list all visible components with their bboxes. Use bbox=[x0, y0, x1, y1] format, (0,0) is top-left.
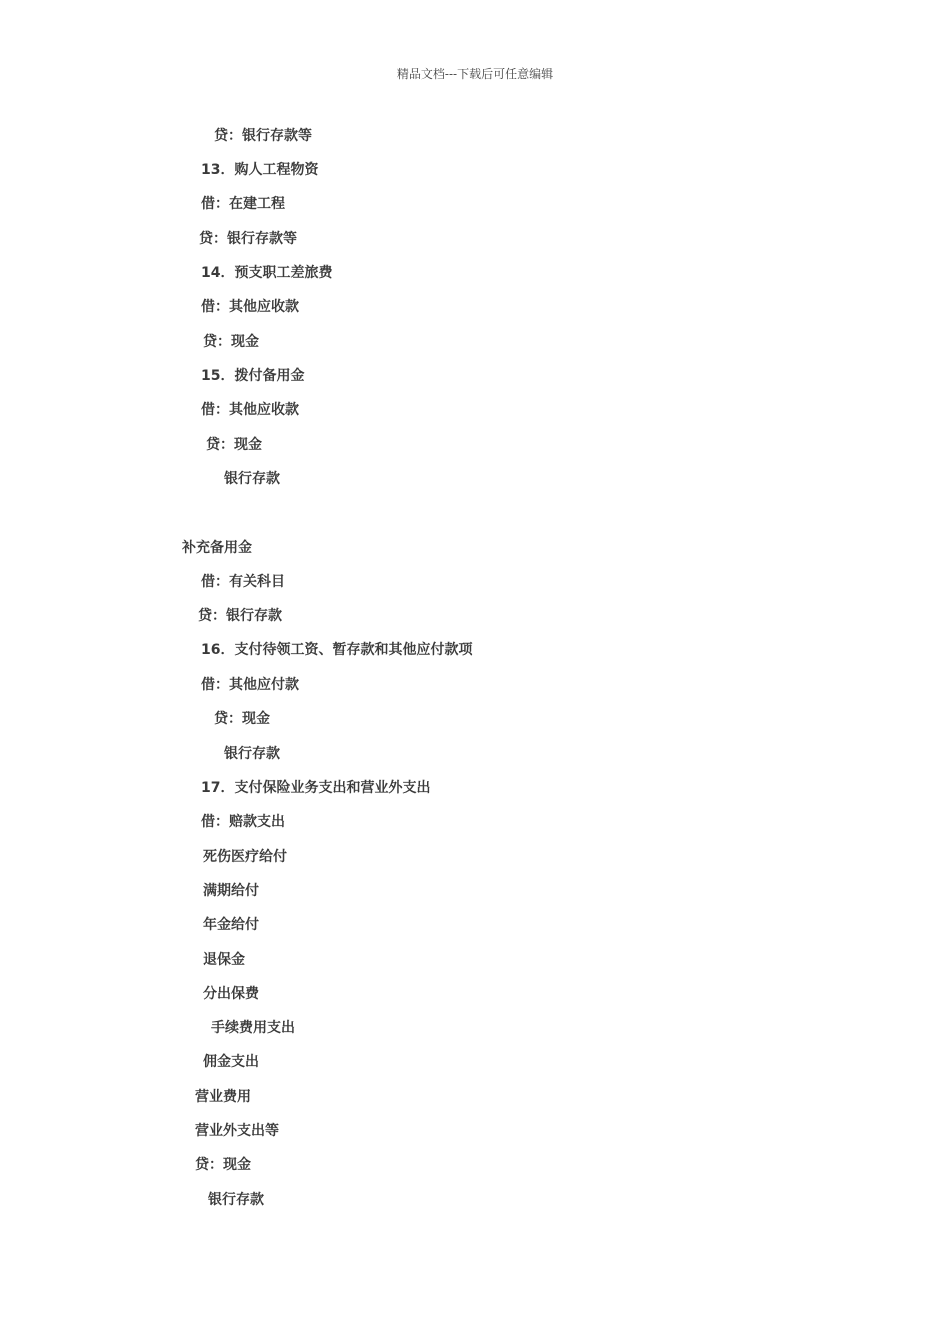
text-line: 借：其他应付款 bbox=[201, 677, 299, 693]
text-line: 死伤医疗给付 bbox=[203, 849, 287, 865]
text-line: 退保金 bbox=[203, 952, 245, 968]
text-line: 借：在建工程 bbox=[201, 196, 285, 212]
text-line: 补充备用金 bbox=[182, 540, 252, 556]
text-line: 17．支付保险业务支出和营业外支出 bbox=[201, 780, 431, 796]
text-line: 佣金支出 bbox=[203, 1054, 259, 1070]
text-line: 贷：现金 bbox=[214, 711, 270, 727]
text-line: 贷：现金 bbox=[206, 437, 262, 453]
text-line: 13．购人工程物资 bbox=[201, 162, 319, 178]
text-line: 营业费用 bbox=[195, 1089, 251, 1105]
text-line: 15．拨付备用金 bbox=[201, 368, 305, 384]
text-line: 手续费用支出 bbox=[211, 1020, 295, 1036]
text-line: 银行存款 bbox=[224, 746, 280, 762]
page-header: 精品文档---下载后可任意编辑 bbox=[396, 67, 554, 81]
text-line: 银行存款 bbox=[208, 1192, 264, 1208]
text-line: 借：其他应收款 bbox=[201, 402, 299, 418]
text-line: 营业外支出等 bbox=[195, 1123, 279, 1139]
text-line: 16．支付待领工资、暂存款和其他应付款项 bbox=[201, 642, 473, 658]
text-line: 年金给付 bbox=[203, 917, 259, 933]
text-line: 银行存款 bbox=[224, 471, 280, 487]
text-line: 14．预支职工差旅费 bbox=[201, 265, 333, 281]
text-line: 贷：现金 bbox=[195, 1157, 251, 1173]
text-line: 贷：银行存款 bbox=[198, 608, 282, 624]
text-line: 分出保费 bbox=[203, 986, 259, 1002]
text-line: 借：其他应收款 bbox=[201, 299, 299, 315]
text-line: 贷：现金 bbox=[203, 334, 259, 350]
text-line: 贷：银行存款等 bbox=[199, 231, 297, 247]
text-line: 借：有关科目 bbox=[201, 574, 285, 590]
text-line: 借：赔款支出 bbox=[201, 814, 285, 830]
text-line: 满期给付 bbox=[203, 883, 259, 899]
text-line: 贷：银行存款等 bbox=[214, 128, 312, 144]
